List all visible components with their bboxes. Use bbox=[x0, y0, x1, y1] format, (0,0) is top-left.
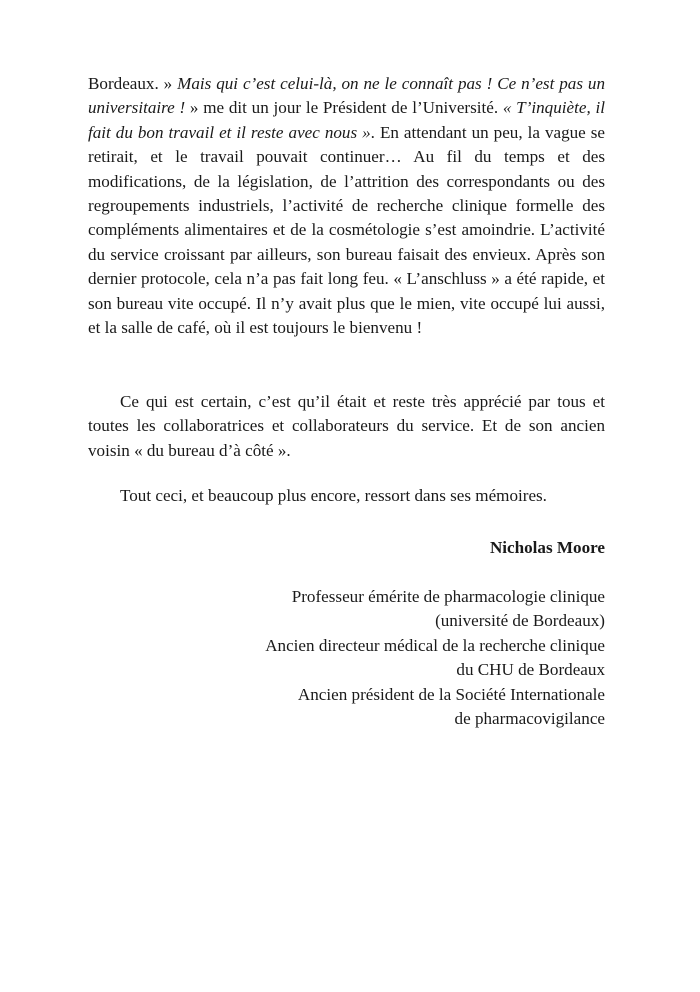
signature-title-line: Ancien directeur médical de la recherche clinique bbox=[265, 635, 605, 655]
signature-title-line: de pharmacovigilance bbox=[454, 709, 605, 729]
paragraph-1-rest: . En attendant un peu, la vague se retirait, et le travail pouvait continuer… Au fil du temps et des modifications, de la législation, de l’attrition des correspondants ou des regroupements industriels, l’activité de recherche clinique formelle des compléments alimentaires et de la cosmétologie s’est amoindrie. L’activité du service croissant par ailleurs, son bureau faisait des envieux. Après son dernier protocole, cela n’a pas fait long feu. « L’anschluss » a été rapide, et son bureau vite occupé. Il n’y avait plus que le mien, vite occupé lui aussi, et la salle de café, où il est toujours le bienvenu ! bbox=[88, 122, 606, 338]
signature-title-line: Professeur émérite de pharmacologie clinique bbox=[291, 587, 605, 606]
signature-title-line: du CHU de Bordeaux bbox=[456, 660, 605, 680]
paragraph-1 bbox=[88, 72, 605, 340]
paragraph-3 bbox=[88, 484, 605, 508]
signature-title-line: (université de Bordeaux) bbox=[435, 611, 605, 631]
quote-reply: « T’inquiète, il fait du bon travail et il reste avec nous » bbox=[88, 98, 605, 142]
paragraph-1-president-remark: » me dit un jour le Président de l’Université. bbox=[185, 98, 503, 118]
signature-name: Nicholas Moore bbox=[489, 538, 605, 557]
paragraph-2-text: Ce qui est certain, c’est qu’il était et reste très apprécié par tous et toutes les collaboratrices et collaborateurs du service. Et de son ancien voisin « du bureau d’à côté ». bbox=[88, 392, 605, 460]
signature-titles bbox=[265, 585, 605, 731]
signature-title-line: Ancien président de la Société Internationale bbox=[297, 684, 605, 704]
paragraph-2 bbox=[88, 390, 605, 463]
paragraph-3-text: Tout ceci, et beaucoup plus encore, ressort dans ses mémoires. bbox=[120, 486, 547, 505]
quote-president: Mais qui c’est celui-là, on ne le connaît pas ! Ce n’est pas un universitaire ! bbox=[88, 74, 605, 118]
paragraph-1-opening: Bordeaux. » bbox=[88, 74, 178, 93]
